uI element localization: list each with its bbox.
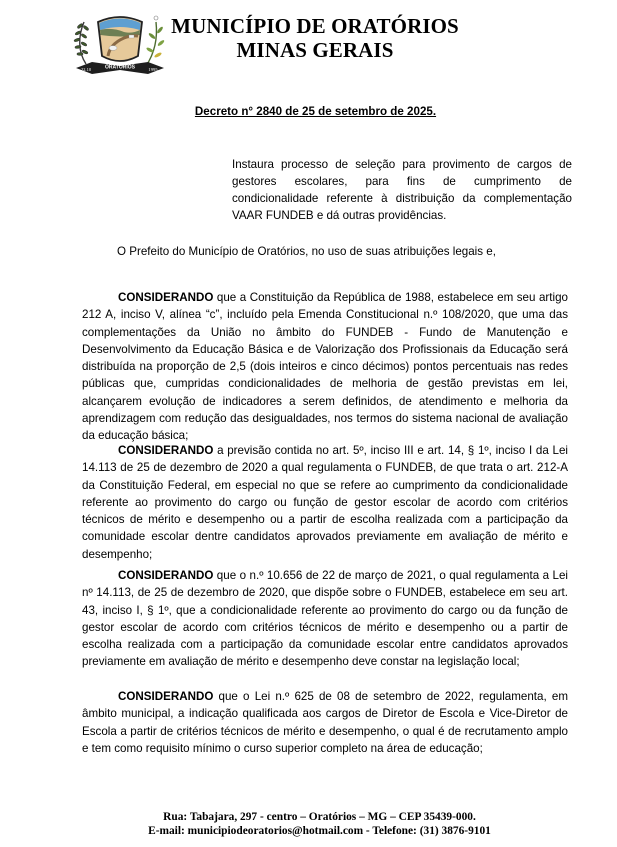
considering-paragraph-1 [82,289,568,445]
footer-contact: E-mail: municipiodeoratorios@hotmail.com - Telefone: (31) 3876-9101 [148,825,491,837]
decree-title-text: Decreto n° 2840 de 25 de setembro de 2025. [194,105,437,118]
banner-date-right: 1995 [148,67,158,72]
paragraph-text: que a Constituição da República de 1988, estabelece em seu artigo 212 A, inciso V, alínea “c”, incluído pela Emenda Constitucional n.º 108/2020, que uma das complementações da União no âmbito do FUNDEB - Fundo de Manutenção e Desenvolvimento da Educação Básica e de Valorização dos Profissionais da Educação será distribuída na proporção de 2,5 (dois inteiros e cinco décimos) pontos percentuais nas redes públicas que, cumpridas condicionalidades de melhoria de gestão previstas em lei, alcançarem evolução de indicadores a serem definidos, de atendimento e melhoria da aprendizagem com redução das desigualdades, nos termos do sistema nacional de avaliação da educação básica; [82,291,568,443]
letterhead-footer [0,810,617,838]
footer-address: Rua: Tabajara, 297 - centro – Oratórios – MG – CEP 35439-000. [163,811,476,823]
considering-paragraph-2 [82,442,568,563]
paragraph-text: que o Lei n.º 625 de 08 de setembro de 2022, regulamenta, em âmbito municipal, a indicação qualificada aos cargos de Diretor de Escola e Vice-Diretor de Escola a partir de critérios técnicos de mérito e desempenho, o qual é de recrutamento amplo e tem como requisito mínimo o curso superior completo na área de educação; [82,690,568,755]
decree-summary: Instaura processo de seleção para provimento de cargos de gestores escolares, para fins de cumprimento de condicionalidade referente à distribuição da complementação VAAR FUNDEB e dá outras providências. [232,158,572,222]
state-name: MINAS GERAIS [236,38,394,62]
considering-paragraph-4 [82,688,568,757]
paragraph-lead: CONSIDERANDO [118,291,214,304]
paragraph-lead: CONSIDERANDO [118,690,214,703]
paragraph-text: a previsão contida no art. 5º, inciso III e art. 14, § 1º, inciso I da Lei 14.113 de 25 de dezembro de 2020 a qual regulamenta o FUNDEB, de que trata o art. 212-A da Constituição Federal, em especial no que se refere ao cumprimento da condicionalidade referente ao provimento do cargo ou função de gestor escolar de acordo com critérios técnicos de mérito e desempenho ou a partir de escolha realizada com a participação da comunidade escolar dentre candidatos aprovados previamente em avaliação de mérito e desempenho; [82,444,568,561]
paragraph-lead: CONSIDERANDO [118,444,214,457]
considering-paragraph-3 [82,567,568,671]
decree-intro: O Prefeito do Município de Oratórios, no uso de suas atribuições legais e, [117,245,496,258]
paragraph-lead: CONSIDERANDO [118,569,214,582]
paragraph-text: que o n.º 10.656 de 22 de março de 2021, o qual regulamenta a Lei nº 14.113, de 25 de dezembro de 2020, que dispõe sobre o FUNDEB, estabelece em seu art. 43, inciso I, § 1º, que a condicionalidade referente ao provimento do cargo ou da função de gestor escolar de acordo com critérios técnicos de mérito e desempenho ou a partir de escolha realizada com a participação da comunidade escolar entre candidatos aprovados previamente em avaliação de mérito e desempenho deve constar na legislação local; [82,569,568,669]
banner-date-left: 22.10 [80,67,92,72]
banner-text: ORATÓRIOS [105,64,135,71]
coffee-branch-icon [146,16,165,66]
shield-icon [98,17,142,61]
municipality-name: MUNICÍPIO DE ORATÓRIOS [171,14,459,38]
laurel-left-icon [74,22,89,64]
letterhead-title [170,14,460,62]
banner-ribbon-icon [76,62,164,74]
coat-of-arms-icon [72,8,168,78]
decree-title [0,102,617,120]
